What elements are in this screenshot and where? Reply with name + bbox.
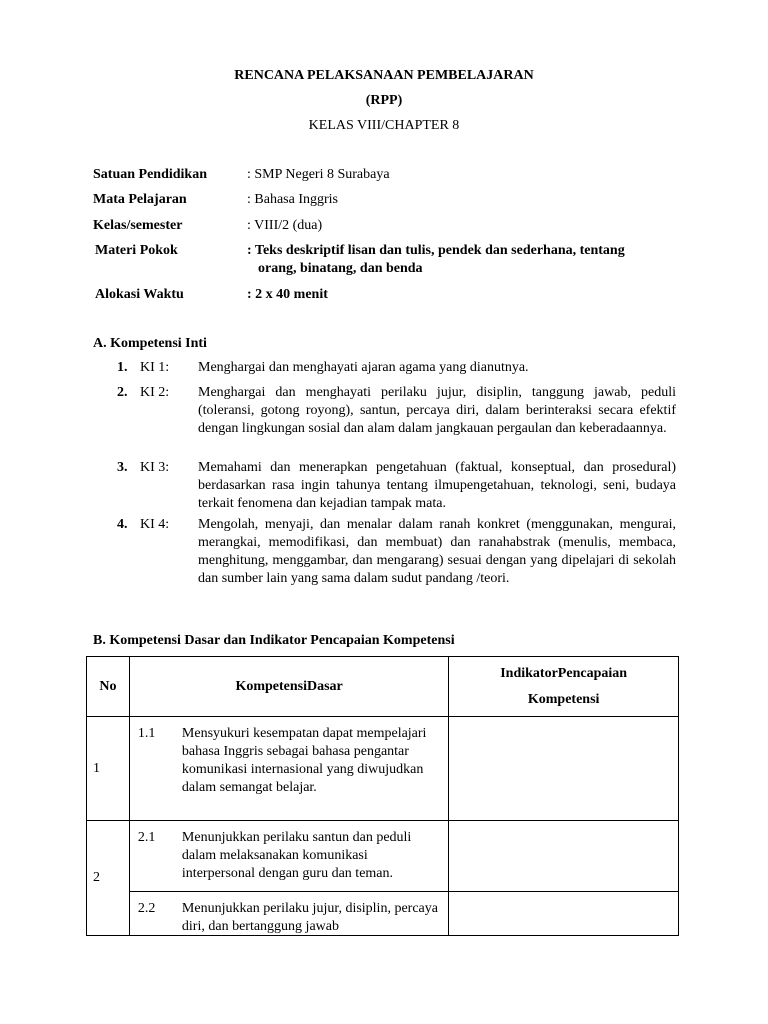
kd-cell: [129, 717, 448, 821]
row-number: 2: [87, 821, 130, 936]
ki-text: Menghargai dan menghayati ajaran agama yang dianutnya.: [198, 360, 529, 375]
class-label: Kelas/semester: [93, 218, 183, 233]
school-label: Satuan Pendidikan: [93, 167, 207, 182]
ki-text: Memahami dan menerapkan pengetahuan (faktual, konseptual, dan prosedural) berdasarkan rasa ingin tahunya tentang ilmupengetahuan, teknologi, seni, budaya terkait fenomena dan kejadian tampak mata.: [198, 460, 676, 511]
ki-item: [117, 384, 677, 456]
section-a-heading: A. Kompetensi Inti: [93, 336, 207, 351]
kd-code: 2.2: [137, 901, 156, 916]
school-value: : SMP Negeri 8 Surabaya: [247, 167, 390, 182]
topic-value-line1: : Teks deskriptif lisan dan tulis, pendek dan sederhana, tentang: [247, 243, 625, 258]
ki-text: Mengolah, menyaji, dan menalar dalam ranah konkret (menggunakan, mengurai, merangkai, memodifikasi, dan membuat) dan ranahabstrak (menulis, membaca, menghitung, menggambar, dan mengarang) sesuai dengan yang dipelajari di sekolah dan sumber lain yang sama dalam sudut pandang /teori.: [198, 517, 676, 586]
ki-number: 3.: [117, 460, 128, 475]
document-subtitle: (RPP): [365, 93, 403, 108]
table-row: [87, 717, 679, 821]
indicator-cell: [449, 892, 679, 936]
ki-code: KI 4:: [140, 517, 170, 532]
table-header-row: [87, 657, 679, 717]
indicator-cell: [449, 717, 679, 821]
ki-item: [117, 516, 677, 606]
ki-code: KI 3:: [140, 460, 170, 475]
ki-code: KI 2:: [140, 385, 170, 400]
kd-text: Menunjukkan perilaku santun dan peduli dalam melaksanakan komunikasi interpersonal dengan guru dan teman.: [181, 830, 412, 881]
ki-number: 1.: [117, 360, 128, 375]
ki-text: Menghargai dan menghayati perilaku jujur, disiplin, tanggung jawab, peduli (toleransi, gotong royong), santun, percaya diri, dalam berinteraksi secara efektif dengan lingkungan sosial dan alam dalam jangkauan pergaulan dan keberadaannya.: [198, 385, 676, 436]
ki-item: [117, 359, 677, 379]
column-header-indicator: [449, 657, 679, 717]
indicator-cell: [449, 821, 679, 892]
ki-item: [117, 459, 677, 513]
topic-value-line2: orang, binatang, dan benda: [258, 261, 423, 276]
ki-number: 4.: [117, 517, 128, 532]
subject-value: : Bahasa Inggris: [247, 192, 338, 207]
kd-text: Mensyukuri kesempatan dapat mempelajari bahasa Inggris sebagai bahasa pengantar komunikasi internasional yang diwujudkan dalam semangat belajar.: [181, 726, 427, 795]
kd-code: 2.1: [137, 830, 156, 845]
kd-code: 1.1: [137, 726, 156, 741]
competency-table: [86, 656, 679, 936]
class-value: : VIII/2 (dua): [247, 218, 323, 233]
ki-code: KI 1:: [140, 360, 170, 375]
row-number: 1: [87, 717, 130, 821]
time-label: Alokasi Waktu: [95, 287, 184, 302]
section-b-heading: B. Kompetensi Dasar dan Indikator Pencapaian Kompetensi: [93, 633, 455, 648]
document-class-chapter: KELAS VIII/CHAPTER 8: [308, 118, 460, 133]
ki-number: 2.: [117, 385, 128, 400]
column-header-no: No: [87, 657, 130, 717]
subject-label: Mata Pelajaran: [93, 192, 187, 207]
time-value: : 2 x 40 menit: [247, 287, 328, 302]
kd-cell: [129, 892, 448, 936]
document-title: RENCANA PELAKSANAAN PEMBELAJARAN: [234, 68, 534, 83]
indicator-header-line1: IndikatorPencapaian: [500, 665, 628, 681]
kd-cell: [129, 821, 448, 892]
kd-text: Menunjukkan perilaku jujur, disiplin, percaya diri, dan bertanggung jawab: [181, 901, 438, 934]
column-header-kd: KompetensiDasar: [129, 657, 448, 717]
table-row: [87, 892, 679, 936]
table-row: [87, 821, 679, 892]
topic-label: Materi Pokok: [95, 243, 178, 258]
indicator-header-line2: Kompetensi: [527, 691, 600, 707]
